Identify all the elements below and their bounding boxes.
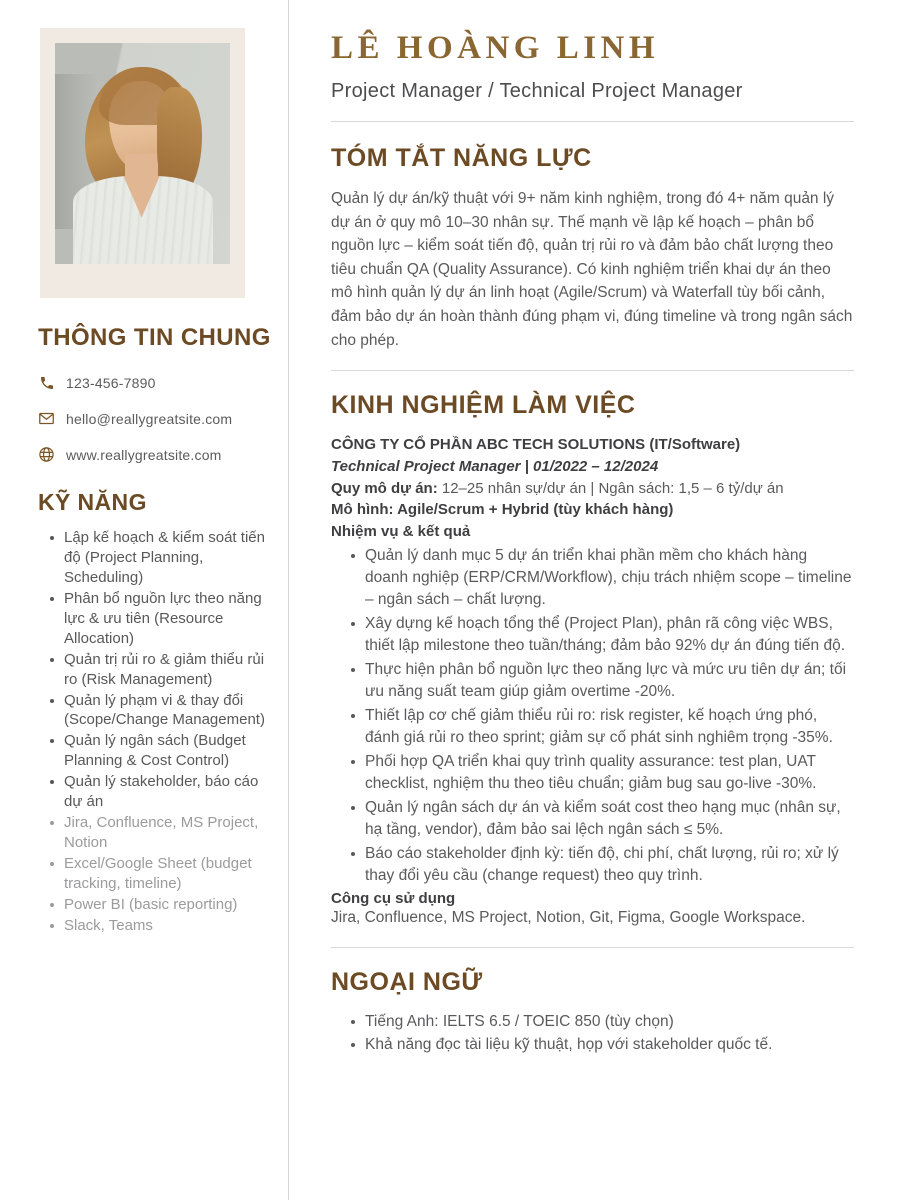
language-list bbox=[331, 1011, 854, 1056]
job-bullet: Thiết lập cơ chế giảm thiểu rủi ro: risk register, kế hoạch ứng phó, đánh giá rủi ro theo sprint; giảm sự cố phát sinh nghiêm trọng -35%. bbox=[347, 705, 854, 749]
job-bullet: Thực hiện phân bổ nguồn lực theo năng lực và mức ưu tiên dự án; tối ưu năng suất team giúp giảm overtime -20%. bbox=[347, 659, 854, 703]
tools-label: Công cụ sử dụng bbox=[331, 889, 456, 907]
skills-list bbox=[38, 528, 271, 936]
main-content bbox=[289, 0, 900, 1200]
job-bullet: Quản lý danh mục 5 dự án triển khai phần mềm cho khách hàng doanh nghiệp (ERP/CRM/Workflow), chịu trách nhiệm scope – timeline – ngân sách – chất lượng. bbox=[347, 545, 854, 611]
sidebar bbox=[0, 0, 289, 1200]
job-scale-label: Quy mô dự án: bbox=[331, 479, 438, 497]
skills-section-heading: KỸ NĂNG bbox=[38, 489, 147, 515]
job-tasks-label: Nhiệm vụ & kết quả bbox=[331, 523, 471, 541]
language-item: Khả năng đọc tài liệu kỹ thuật, họp với stakeholder quốc tế. bbox=[347, 1034, 854, 1056]
contact-phone[interactable] bbox=[38, 374, 271, 391]
language-item: Tiếng Anh: IELTS 6.5 / TOEIC 850 (tùy chọn) bbox=[347, 1011, 854, 1033]
job-scale-value: 12–25 nhân sự/dự án | Ngân sách: 1,5 – 6 tỷ/dự án bbox=[437, 479, 784, 497]
photo-frame bbox=[40, 28, 245, 298]
skill-item-tool: Slack, Teams bbox=[44, 916, 271, 936]
contact-email[interactable] bbox=[38, 410, 271, 427]
language-heading: NGOẠI NGỮ bbox=[331, 967, 483, 996]
divider-summary bbox=[331, 370, 854, 371]
experience-heading: KINH NGHIỆM LÀM VIỆC bbox=[331, 391, 636, 420]
skill-item: Quản lý stakeholder, báo cáo dự án bbox=[44, 772, 271, 812]
contact-phone-value: 123-456-7890 bbox=[66, 374, 156, 391]
job-scale bbox=[331, 478, 854, 500]
phone-icon bbox=[38, 374, 55, 391]
job-bullet: Xây dựng kế hoạch tổng thể (Project Plan), phân rã công việc WBS, thiết lập milestone theo tuần/tháng; đảm bảo 92% dự án đúng tiến độ. bbox=[347, 613, 854, 657]
globe-icon bbox=[38, 446, 55, 463]
divider-experience bbox=[331, 947, 854, 948]
contact-email-value: hello@reallygreatsite.com bbox=[66, 410, 233, 427]
skill-item: Quản trị rủi ro & giảm thiểu rủi ro (Risk Management) bbox=[44, 650, 271, 690]
skill-item: Lập kế hoạch & kiểm soát tiến độ (Project Planning, Scheduling) bbox=[44, 528, 271, 588]
job-model: Mô hình: Agile/Scrum + Hybrid (tùy khách hàng) bbox=[331, 501, 674, 519]
job-company: CÔNG TY CỔ PHẦN ABC TECH SOLUTIONS (IT/Software) bbox=[331, 436, 741, 454]
summary-heading: TÓM TẮT NĂNG LỰC bbox=[331, 144, 592, 173]
contact-website[interactable] bbox=[38, 446, 271, 463]
job-bullets bbox=[331, 545, 854, 887]
portrait-photo bbox=[55, 43, 230, 264]
summary-text: Quản lý dự án/kỹ thuật với 9+ năm kinh nghiệm, trong đó 4+ năm quản lý dự án ở quy mô 10–30 nhân sự. Thế mạnh về lập kế hoạch – phân bổ nguồn lực – kiểm soát tiến độ, quản trị rủi ro và đảm bảo chất lượng theo tiêu chuẩn QA (Quality Assurance). Có kinh nghiệm triển khai dự án theo mô hình quản lý dự án linh hoạt (Agile/Scrum) và Waterfall tùy bối cảnh, đảm bảo dự án hoàn thành đúng phạm vi, đúng timeline và trong ngân sách cho phép. bbox=[331, 190, 853, 349]
skill-item-tool: Power BI (basic reporting) bbox=[44, 895, 271, 915]
skill-item: Quản lý phạm vi & thay đổi (Scope/Change Management) bbox=[44, 691, 271, 731]
skill-item: Quản lý ngân sách (Budget Planning & Cost Control) bbox=[44, 731, 271, 771]
tools-text: Jira, Confluence, MS Project, Notion, Git, Figma, Google Workspace. bbox=[331, 908, 806, 926]
skill-item: Phân bổ nguồn lực theo năng lực & ưu tiên (Resource Allocation) bbox=[44, 589, 271, 649]
job-bullet: Phối hợp QA triển khai quy trình quality assurance: test plan, UAT checklist, nghiệm thu theo tiêu chuẩn; giảm bug sau go-live -30%. bbox=[347, 751, 854, 795]
job-title: Technical Project Manager | 01/2022 – 12/2024 bbox=[331, 457, 659, 475]
contact-list bbox=[38, 374, 271, 463]
skill-item-tool: Excel/Google Sheet (budget tracking, timeline) bbox=[44, 854, 271, 894]
candidate-name: LÊ HOÀNG LINH bbox=[331, 30, 660, 66]
column-divider bbox=[288, 0, 289, 1200]
contact-section-heading: THÔNG TIN CHUNG bbox=[38, 324, 271, 351]
envelope-icon bbox=[38, 410, 55, 427]
divider-header bbox=[331, 121, 854, 122]
candidate-role: Project Manager / Technical Project Manager bbox=[331, 80, 743, 103]
contact-website-value: www.reallygreatsite.com bbox=[66, 446, 222, 463]
job-bullet: Quản lý ngân sách dự án và kiểm soát cost theo hạng mục (nhân sự, hạ tầng, vendor), đảm bảo sai lệch ngân sách ≤ 5%. bbox=[347, 797, 854, 841]
job-bullet: Báo cáo stakeholder định kỳ: tiến độ, chi phí, chất lượng, rủi ro; xử lý thay đổi yêu cầu (change request) theo quy trình. bbox=[347, 843, 854, 887]
skill-item-tool: Jira, Confluence, MS Project, Notion bbox=[44, 813, 271, 853]
